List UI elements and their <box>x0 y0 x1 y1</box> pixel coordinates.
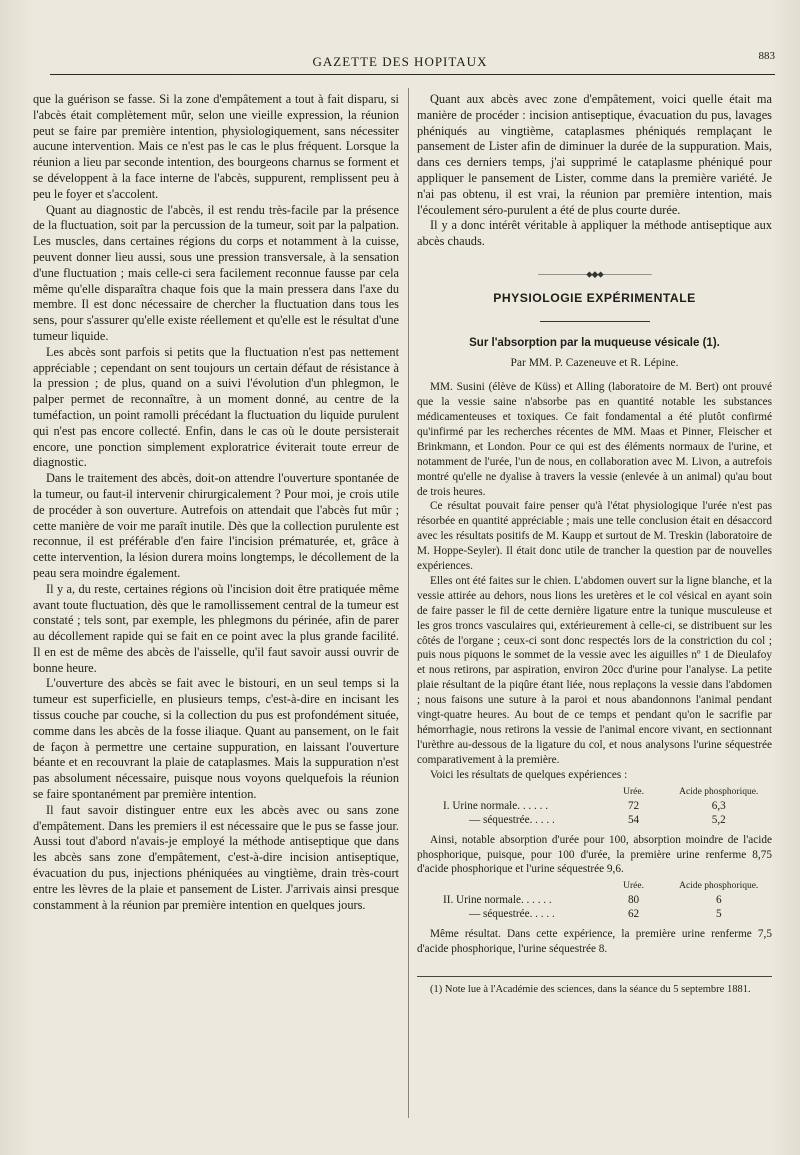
page-number: 883 <box>758 50 775 62</box>
article-paragraph: Ainsi, notable absorption d'urée pour 100, absorption moindre de l'acide phosphorique, puisque, pour 100 d'urée, la première urine renferme 8,75 d'acide phosphorique et l'urine séquestrée 9,6. <box>417 833 772 876</box>
results-table-1 <box>417 785 772 827</box>
table-row: I. Urine normale. . . . . . 72 6,3 <box>443 799 726 812</box>
table-row: — séquestrée. . . . . 62 5 <box>469 908 722 921</box>
title-rule <box>540 321 650 322</box>
article-paragraph: Même résultat. Dans cette expérience, la première urine renferme 7,5 d'acide phosphorique, l'urine séquestrée 8. <box>417 928 772 956</box>
footnote-rule <box>417 976 772 977</box>
article-body <box>417 380 772 997</box>
footnote: (1) Note lue à l'Académie des sciences, dans la séance du 5 septembre 1881. <box>430 984 751 996</box>
column-header: Acide phosphorique. <box>679 786 759 797</box>
column-header: Urée. <box>623 786 644 797</box>
right-column <box>417 92 772 997</box>
results-table-2 <box>417 879 772 921</box>
table-header-row <box>417 879 772 893</box>
table-row: II. Urine normale. . . . . . 80 6 <box>443 894 722 907</box>
body-paragraph: que la guérison se fasse. Si la zone d'empâtement a tout à fait disparu, si l'abcès était complètement mûr, selon une vieille expression, la réunion peut se faire par première intention, physiologiquement, sans nécessiter aucune intervention. Mais ce n'est pas le cas le plus fréquent. Lorsque la réunion a lieu par seconde intention, des bourgeons charnus se forment et se développent à la face interne de l'abcès, suppurent, remplissent peu à peu le foyer et s'accolent. <box>33 92 399 201</box>
article-title: Sur l'absorption par la muqueuse vésicale (1). <box>469 336 720 349</box>
article-paragraph: Ce résultat pouvait faire penser qu'à l'état physiologique l'urée n'est pas résorbée en quantité appréciable ; mais une telle conclusion était en désaccord avec les résultats positifs de M. Kaupp et surtout de M. Treskin (laboratoire de M. Hoppe-Seyler). Il était donc utile de trancher la question par de nouvelles expériences. <box>417 500 772 573</box>
body-paragraph: Il faut savoir distinguer entre eux les abcès avec ou sans zone d'empâtement. Dans les premiers il est nécessaire que le pus se fasse jour. Aussi tout d'abord n'avais-je employé la méthode antiseptique que dans les abcès sans zone d'empâtement, c'est-à-dire incision antiseptique, évacuation du pus, injections phéniquées au vingtième, drain très-court entre les lèvres de la plaie et pansement de Lister. J'arrivais ainsi presque constamment à la réunion par première intention en quelques jours. <box>33 802 399 912</box>
header-rule <box>50 74 775 75</box>
body-paragraph: Quant au diagnostic de l'abcès, il est rendu très-facile par la présence de la fluctuation, soit par la percussion de la tumeur, soit par la palpation. Les muscles, dans certaines régions du corps et notamment à la cuisse, peuvent donner lieu aussi, sous une pression transversale, à la sensation d'une fluctuation ; mais celle-ci sera facilement reconnue fausse par cela même qu'elle disparaîtra chaque fois que la main pressera dans l'axe du membre. Il est donc nécessaire de chercher la fluctuation dans tous les sens, pour s'assurer qu'elle existe réellement et qu'elle est le résultat d'une tumeur liquide. <box>33 202 399 343</box>
column-divider <box>408 88 409 1118</box>
body-paragraph: Dans le traitement des abcès, doit-on attendre l'ouverture spontanée de la tumeur, ou faut-il intervenir chirurgicalement ? Pour moi, je crois utile de procéder à son ouverture. Autrefois on attendait que l'abcès fut mûr ; cette manière de voir me paraît inutile. Dès que la collection purulente est reconnue, il est préférable d'en faire l'incision prématurée, et, grâce à cette intervention, la lésion durera moins longtemps, le décollement de la peau sera moindre également. <box>33 471 399 580</box>
article-paragraph: Elles ont été faites sur le chien. L'abdomen ouvert sur la ligne blanche, et la vessie attirée au dehors, nous lions les uretères et le col vésical en ayant soin de faire passer le fil de cette dernière ligature entre la tunique musculeuse et les gros troncs vasculaires qui, extérieurement à celle-ci, se distribuent sur les côtés de l'organe ; ceux-ci sont donc respectés lors de la constriction du col ; puis nous piquons le sommet de la vessie avec les aiguilles nº 1 de Dieulafoy et nous retirons, par aspiration, environ 20cc d'urine pour l'analyse. La petite plaie résultant de la piqûre étant liée, nous replaçons la vessie dans l'abdomen ; nous faisons une suture à la paroi et nous abandonnons l'animal pendant vingt-quatre heures. Au bout de ce temps et pendant qu'on le sacrifie par hémorrhagie, nous retirons la vessie de l'animal encore vivant, en sectionnant l'urèthre au-dessous de la ligature du col, et nous analysons l'urine séquestrée comparativement à la première. <box>417 574 772 766</box>
running-head: GAZETTE DES HOPITAUX <box>312 54 488 69</box>
section-ornament: ——————⬥◆⬥—————— <box>538 268 651 279</box>
body-paragraph: Quant aux abcès avec zone d'empâtement, voici quelle était ma manière de procéder : incision antiseptique, évacuation du pus, lavages phéniqués au vingtième, cataplasmes phéniqués remplaçant le pansement de Lister afin de diminuer la durée de la suppuration. Mais, dans ces derniers temps, j'ai supprimé le cataplasme phéniqué pour appliquer le pansement de Lister, comme dans la première variété. Je n'ai pas obtenu, il est vrai, la réunion par première intention, mais l'écoulement séro-purulent a été de plus courte durée. <box>417 92 772 217</box>
table-header-row <box>417 785 772 799</box>
body-paragraph: L'ouverture des abcès se fait avec le bistouri, en un seul temps si la tumeur est superficielle, en plusieurs temps, c'est-à-dire en incisant les tissus couche par couche, si la collection du pus est profondément située, comme dans les abcès de la fosse iliaque. Quant au pansement, on le fait de façon à permettre une certaine suppuration, en laissant l'ouverture béante et en recouvrant la plaie de cataplasmes. Mais la suppuration n'est pas absolument nécessaire, puisque nous voyons quelquefois la réunion se faire spontanément par première intention. <box>33 676 399 802</box>
column-header: Acide phosphorique. <box>679 881 759 892</box>
section-title: PHYSIOLOGIE EXPÉRIMENTALE <box>493 290 696 305</box>
column-header: Urée. <box>623 881 644 892</box>
article-paragraph: MM. Susini (élève de Küss) et Alling (laboratoire de M. Bert) ont prouvé que la vessie saine n'absorbe pas en quantité notable les substances médicamenteuses et toxiques. Ce fait fondamental a été plutôt confirmé qu'infirmé par les recherches récentes de MM. Maas et Pinner, Fleischer et Brinkmann, et London. Pour ce qui est des éléments normaux de l'urine, et notamment de l'urée, l'un de nous, en collaboration avec M. Livon, a autrefois montré qu'elle ne dyalise à travers la vessie (enlevée à un animal) qu'au bout de trois heures. <box>417 381 772 498</box>
article-byline: Par MM. P. Cazeneuve et R. Lépine. <box>510 357 679 370</box>
body-paragraph: Il y a, du reste, certaines régions où l'incision doit être pratiquée même avant toute fluctuation, dès que le ramollissement central de la tumeur est constaté ; tels sont, par exemple, les phlegmons du périnée, afin de parer au décollement rapide qui se fait en ce point avec la plus grande facilité. Il en est de même des abcès de l'aisselle, qu'il faut savoir aussi ouvrir de bonne heure. <box>33 581 399 675</box>
body-paragraph: Les abcès sont parfois si petits que la fluctuation n'est pas nettement appréciable ; cependant on sent toujours un certain défaut de résistance à la pression ; de plus, quand on a suivi l'évolution d'un phlegmon, le palper permet de reconnaître, à un moment donné, au centre de la tuméfaction, un point ramolli précédant la fluctuation du liquide purulent qui n'est pas encore collecté. Enfin, dans le cas où le doute persisterait encore, une ponction simplement exploratrice éviterait toute erreur de diagnostic. <box>33 344 399 470</box>
body-paragraph: Il y a donc intérêt véritable à appliquer la méthode antiseptique aux abcès chauds. <box>417 218 772 249</box>
article-paragraph: Voici les résultats de quelques expériences : <box>430 768 628 781</box>
left-column <box>33 92 399 913</box>
table-row: — séquestrée. . . . . 54 5,2 <box>469 813 726 826</box>
